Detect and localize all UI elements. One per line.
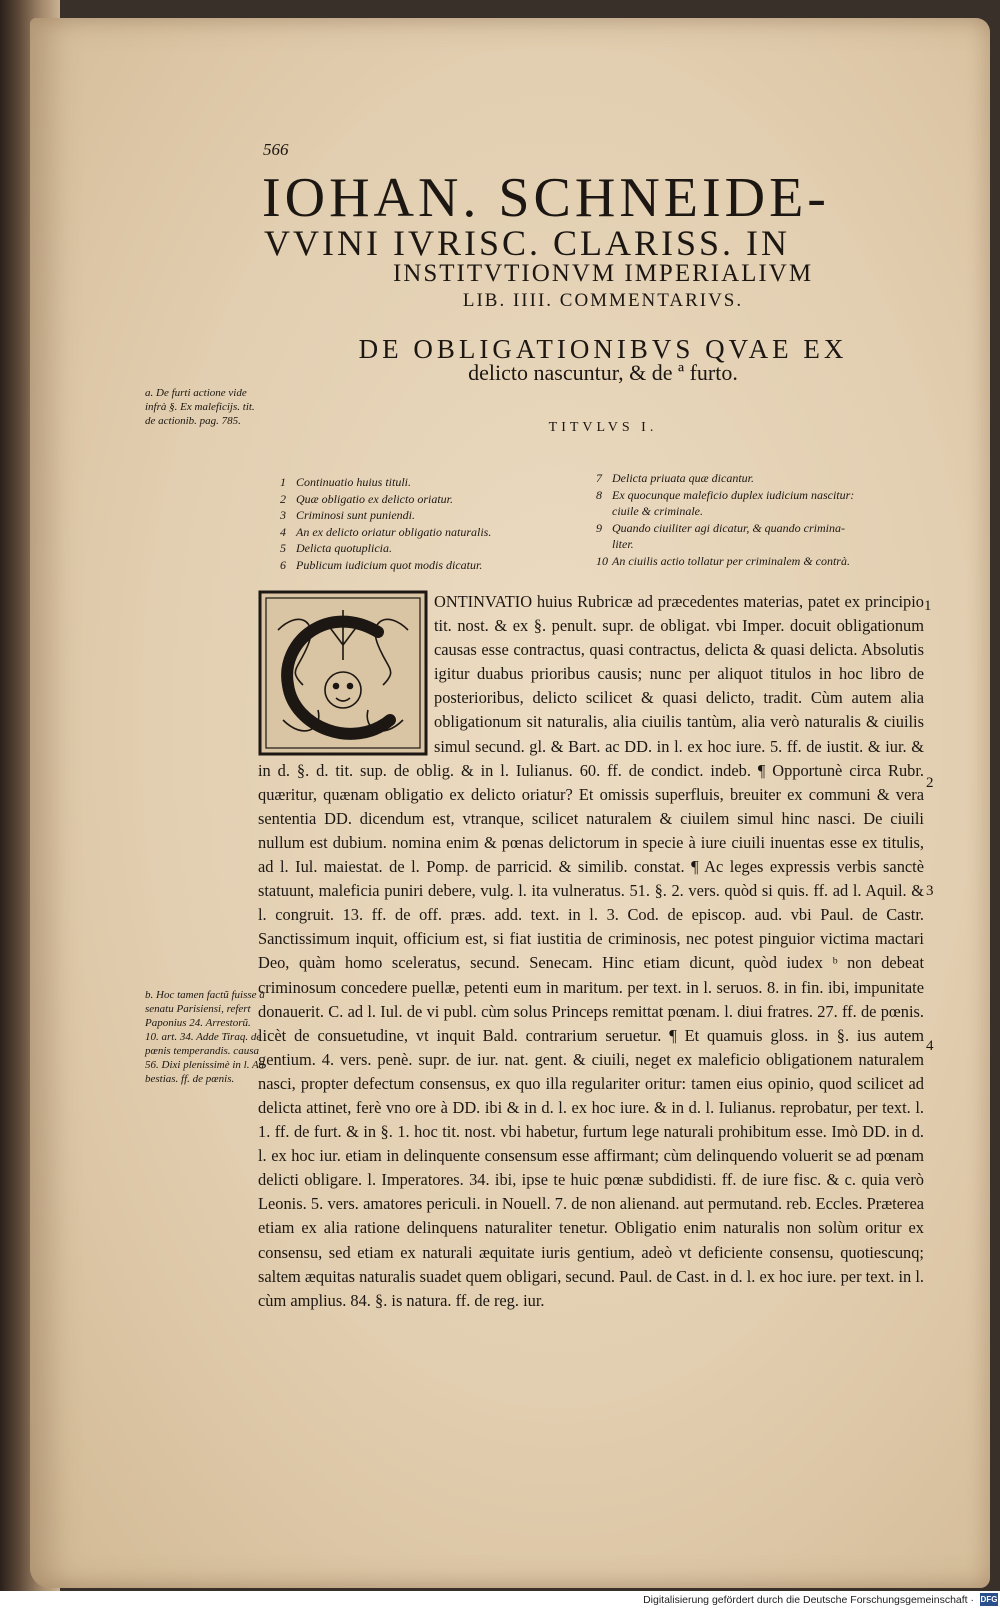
decorated-initial-c-icon (258, 590, 428, 756)
title-line-1: IOHAN. SCHNEIDE- (262, 167, 830, 229)
summary-item: 1 Continuatio huius tituli. (280, 475, 412, 489)
margin-note-b: b. Hoc tamen factũ fuisse à senatu Parisiensi, refert Paponius 24. Arrestorũ. 10. art. 34. Adde Tiraq. de pœnis temperandis. causa 56. Dixi plenissimè in l. Ad bestias. ff. de pœnis. (145, 989, 265, 1085)
titulus-heading: TITVLVS I. (548, 420, 658, 435)
summary-item: 3 Criminosi sunt puniendi. (280, 508, 416, 522)
dfg-logo-icon: DFG (980, 1595, 998, 1604)
summary-list-right (596, 470, 854, 569)
summary-item: 8 Ex quocunque maleficio duplex iudicium nascitur: (596, 487, 855, 502)
margin-note-a: a. De furti actione vide infrà §. Ex maleficijs. tit. de actionib. pag. 785. (145, 387, 255, 427)
title-line-2: VVINI IVRISC. CLARISS. IN (264, 223, 791, 263)
title-line-3: INSTITVTIONVM IMPERIALIVM (392, 260, 814, 287)
summary-item: 9 Quando ciuiliter agi dicatur, & quando crimina- (596, 520, 845, 535)
summary-item: liter. (612, 537, 634, 551)
line-number-4: 4 (926, 1038, 934, 1054)
footer-credit: Digitalisierung gefördert durch die Deutsche Forschungsgemeinschaft · (643, 1594, 974, 1606)
summary-item: 10 An ciuilis actio tollatur per criminalem & contrà. (596, 553, 850, 568)
page-number: 566 (263, 140, 289, 159)
body-paragraph: ONTINVATIO huius Rubricæ ad præcedentes materias, patet ex principio tit. nost. & ex §. penult. supr. de obligat. vbi Imper. docuit obligationum causas esse contractus, quasi contractus, delicta & quasi delicta. Absolutis igitur duabus prioribus causis; nunc per aliquot titulos in hoc libro de posterioribus, delicto scilicet & quasi delicto, tradit. Cùm autem alia obligationum sit naturalis, alia ciuilis tantùm, alia verò naturalis & ciuilis simul secund. gl. & Bart. ac DD. in l. ex hoc iure. 5. ff. de iustit. & iur. & in d. §. d. tit. sup. de oblig. & in l. Iulianus. 60. ff. de condict. indeb. ¶ Opportunè circa Rubr. quæritur, quænam obligatio ex delicto oriatur? Et omissis superfluis, breuiter ex communi & vera sententia DD. dicendum est, vtranque, scilicet naturalem & ciuilem simul hinc nasci. De ciuili nullum est dubium. nomina enim & pœnas delictorum in specie à iure ciuili inuentas esse ex titulis, ad l. Iul. maiestat. de l. Pomp. de parricid. & similib. constat. ¶ Ac leges expressis verbis sanctè statuunt, maleficia puniri debere, vulg. l. ita vulneratus. 51. §. 2. vers. quòd si quis. ff. ad l. Aquil. & l. congruit. 13. ff. de off. præs. add. text. in l. 3. Cod. de episcop. aud. vbi Paul. de Castr. Sanctissimum inquit, officium est, si fiat iustitia de criminosis, nec potest pinguior victima mactari Deo, quàm homo sceleratus, secund. Senecam. Hinc etiam dicunt, quòd iudex ᵇ non debeat criminosum concedere puellæ, petenti eum in maritum. per text. in l. seruos. 8. in fin. ibi, impunitate donauerit. C. ad l. Iul. de vi publ. cùm solus Princeps remittat pœnam. l. diui fratres. 27. ff. de pœnis. licèt de consuetudine, vt inquit Bald. contrarium seruetur. ¶ Et quamuis gloss. in §. ius autem gentium. 4. vers. penè. supr. de iur. nat. gent. & ciuili, neget ex maleficio obligationem naturalem nasci, propter defectum consensus, ex quo illa regulariter oritur: tamen eius opinio, quod scilicet ad delicta attinet, ferè vno ore à DD. ibi & in d. l. ex hoc iure. & in d. l. Iulianus. reprobatur, per text. l. 1. ff. de furt. & in §. 1. hoc tit. nost. vbi habetur, furtum lege naturali prohibitum esse. Imò DD. in d. l. ex hoc iur. etiam in delinquente consensum esse affirmant; cùm delinquendo voluerit se ad pœnam delicti obligare. l. Imperatores. 34. ibi, ipse te huic pœnæ subdidisti. ff. de iure fisc. & c. quia verò Leonis. 5. vers. amatores periculi. in Nouell. 7. de non alienand. aut permutand. reb. Eccles. Præterea etiam ex alia ratione delinquens naturaliter tenetur. Obligatio enim naturalis non solùm oritur ex consensu, sed etiam ex naturali æquitate iuris gentium, adeò vt deficiente consensu, quotiescunq; saltem æquitas naturalis suadet quem obligari, secund. Paul. de Cast. in d. l. ex hoc iure. per text. in l. cùm amplius. 84. §. is natura. ff. de reg. iur. (258, 592, 924, 1310)
line-number-2: 2 (926, 775, 934, 791)
section-heading-line-1: DE OBLIGATIONIBVS QVAE EX (358, 334, 848, 364)
body-text-block (258, 590, 924, 1313)
summary-item: 5 Delicta quotuplicia. (280, 541, 392, 555)
summary-item: 2 Quæ obligatio ex delicto oriatur. (280, 491, 453, 506)
title-line-4: LIB. IIII. COMMENTARIVS. (462, 290, 744, 311)
summary-item: 6 Publicum iudicium quot modis dicatur. (280, 557, 483, 572)
section-heading-line-2: delicto nascuntur, & de ª furto. (468, 360, 738, 385)
summary-item: 4 An ex delicto oriatur obligatio naturalis. (280, 524, 492, 539)
line-number-3: 3 (926, 883, 934, 899)
line-number-1: 1 (924, 598, 932, 614)
summary-item: 7 Delicta priuata quæ dicantur. (596, 471, 754, 485)
summary-list-left (280, 474, 491, 573)
summary-item: ciuile & criminale. (612, 504, 703, 518)
